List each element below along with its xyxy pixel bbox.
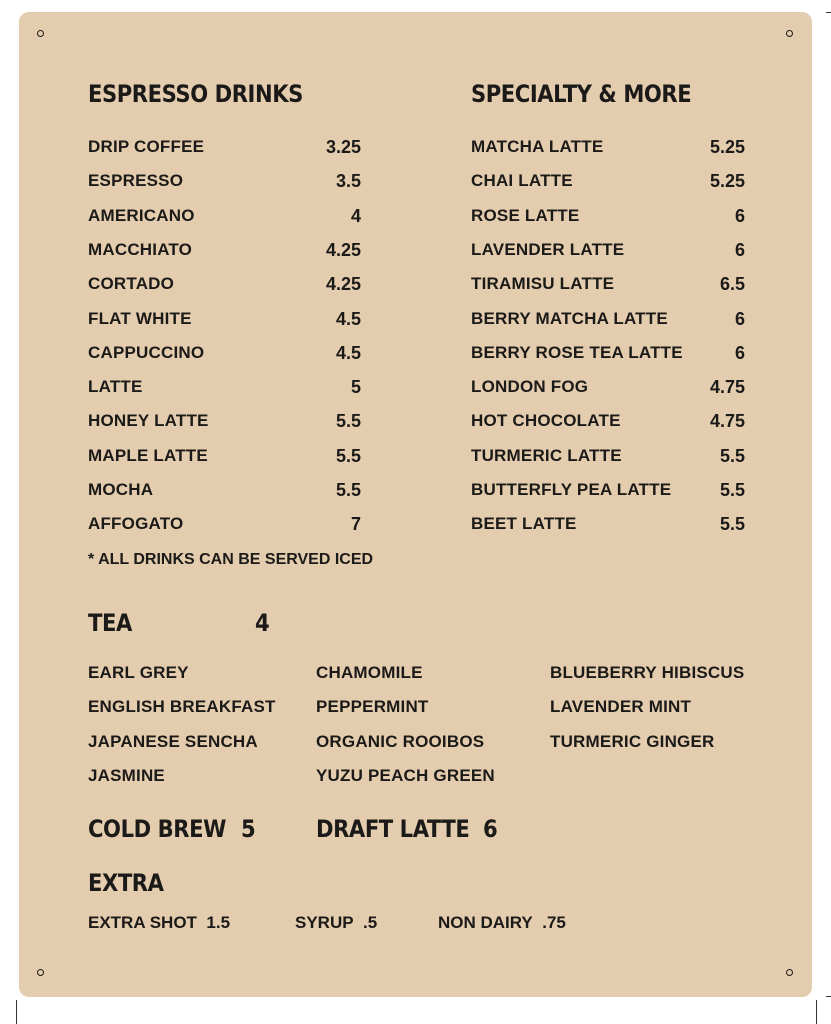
screw-hole-icon bbox=[37, 30, 44, 37]
tea-item: TURMERIC GINGER bbox=[550, 731, 715, 751]
menu-item-name: BERRY ROSE TEA LATTE bbox=[471, 342, 683, 362]
menu-item-name: LONDON FOG bbox=[471, 377, 589, 397]
menu-item-name: LAVENDER LATTE bbox=[471, 239, 625, 259]
menu-item-price: 4.5 bbox=[335, 342, 361, 363]
menu-item-price: 5.25 bbox=[709, 137, 745, 157]
menu-item-name: TIRAMISU LATTE bbox=[471, 274, 615, 294]
tea-item: JAPANESE SENCHA bbox=[88, 731, 258, 751]
menu-item-price: 6 bbox=[734, 342, 745, 363]
menu-item-name: HOT CHOCOLATE bbox=[471, 411, 621, 431]
menu-item-price: 5.5 bbox=[719, 445, 745, 466]
menu-item-price: 6 bbox=[734, 205, 745, 226]
tea-item: BLUEBERRY HIBISCUS bbox=[550, 663, 745, 682]
menu-item-price: 4.25 bbox=[325, 274, 361, 295]
tea-item: ORGANIC ROOIBOS bbox=[316, 731, 485, 751]
menu-item-name: LATTE bbox=[88, 377, 143, 397]
menu-item-price: 6 bbox=[734, 239, 745, 260]
cold-brew-price: 5 bbox=[241, 815, 256, 843]
menu-item-price: 3.5 bbox=[335, 171, 361, 192]
menu-item-name: CORTADO bbox=[88, 274, 175, 294]
specialty-heading: SPECIALTY & MORE bbox=[471, 80, 692, 108]
menu-item-name: MATCHA LATTE bbox=[471, 137, 604, 156]
tea-price: 4 bbox=[255, 609, 270, 637]
frame-mark-top bbox=[826, 12, 831, 13]
menu-item-name: TURMERIC LATTE bbox=[471, 445, 622, 465]
menu-item-price: 4.75 bbox=[709, 411, 745, 432]
menu-item-name: ROSE LATTE bbox=[471, 205, 580, 225]
menu-item-name: CAPPUCCINO bbox=[88, 342, 205, 362]
menu-item-price: 6.5 bbox=[719, 274, 745, 295]
screw-hole-icon bbox=[37, 969, 44, 976]
iced-note: * ALL DRINKS CAN BE SERVED ICED bbox=[88, 551, 374, 568]
menu-item-name: FLAT WHITE bbox=[88, 308, 192, 328]
tea-item: JASMINE bbox=[88, 765, 165, 785]
frame-mark-bottom bbox=[826, 996, 831, 997]
menu-item-price: 4.75 bbox=[709, 377, 745, 398]
menu-item-name: BERRY MATCHA LATTE bbox=[471, 308, 668, 328]
menu-item-price: 3.25 bbox=[325, 137, 361, 157]
menu-item-price: 5.5 bbox=[719, 480, 745, 500]
tea-item: LAVENDER MINT bbox=[550, 697, 692, 717]
menu-item-name: MAPLE LATTE bbox=[88, 445, 208, 465]
menu-item-price: 4.5 bbox=[335, 308, 361, 329]
menu-item-name: MACCHIATO bbox=[88, 239, 193, 259]
menu-item-name: AFFOGATO bbox=[88, 514, 184, 534]
extra-syrup: SYRUP .5 bbox=[295, 913, 378, 932]
draft-latte-price: 6 bbox=[483, 815, 498, 843]
frame-edge-left bbox=[16, 1000, 17, 1024]
menu-item-name: CHAI LATTE bbox=[471, 171, 573, 191]
extra-shot: EXTRA SHOT 1.5 bbox=[88, 913, 231, 932]
menu-item-price: 5.5 bbox=[719, 514, 745, 535]
draft-latte-heading: DRAFT LATTE bbox=[316, 815, 470, 843]
tea-item: EARL GREY bbox=[88, 663, 189, 682]
tea-item: CHAMOMILE bbox=[316, 663, 423, 682]
menu-item-price: 5 bbox=[350, 377, 361, 398]
menu-item-name: AMERICANO bbox=[88, 205, 195, 225]
menu-item-price: 5.25 bbox=[709, 171, 745, 192]
screw-hole-icon bbox=[786, 969, 793, 976]
menu-item-price: 4.25 bbox=[325, 239, 361, 260]
menu-item-price: 6 bbox=[734, 308, 745, 329]
espresso-drinks-heading: ESPRESSO DRINKS bbox=[88, 80, 303, 108]
tea-heading: TEA bbox=[88, 609, 132, 637]
menu-item-price: 5.5 bbox=[335, 445, 361, 466]
menu-item-price: 4 bbox=[350, 205, 361, 226]
menu-item-name: ESPRESSO bbox=[88, 171, 184, 191]
menu-item-name: HONEY LATTE bbox=[88, 411, 209, 431]
tea-item: ENGLISH BREAKFAST bbox=[88, 697, 276, 717]
menu-item-name: DRIP COFFEE bbox=[88, 137, 205, 156]
menu-item-price: 5.5 bbox=[335, 480, 361, 500]
frame-edge-right bbox=[816, 1000, 817, 1024]
cold-brew-heading: COLD BREW bbox=[88, 815, 226, 843]
menu-item-price: 5.5 bbox=[335, 411, 361, 432]
menu-item-name: BEET LATTE bbox=[471, 514, 577, 534]
extra-non-dairy: NON DAIRY .75 bbox=[438, 913, 566, 932]
menu-item-name: MOCHA bbox=[88, 480, 154, 499]
menu-item-name: BUTTERFLY PEA LATTE bbox=[471, 480, 672, 499]
tea-item: PEPPERMINT bbox=[316, 697, 429, 717]
screw-hole-icon bbox=[786, 30, 793, 37]
extra-heading: EXTRA bbox=[88, 869, 164, 897]
tea-item: YUZU PEACH GREEN bbox=[316, 765, 495, 785]
menu-board bbox=[19, 12, 812, 997]
menu-item-price: 7 bbox=[350, 514, 361, 535]
